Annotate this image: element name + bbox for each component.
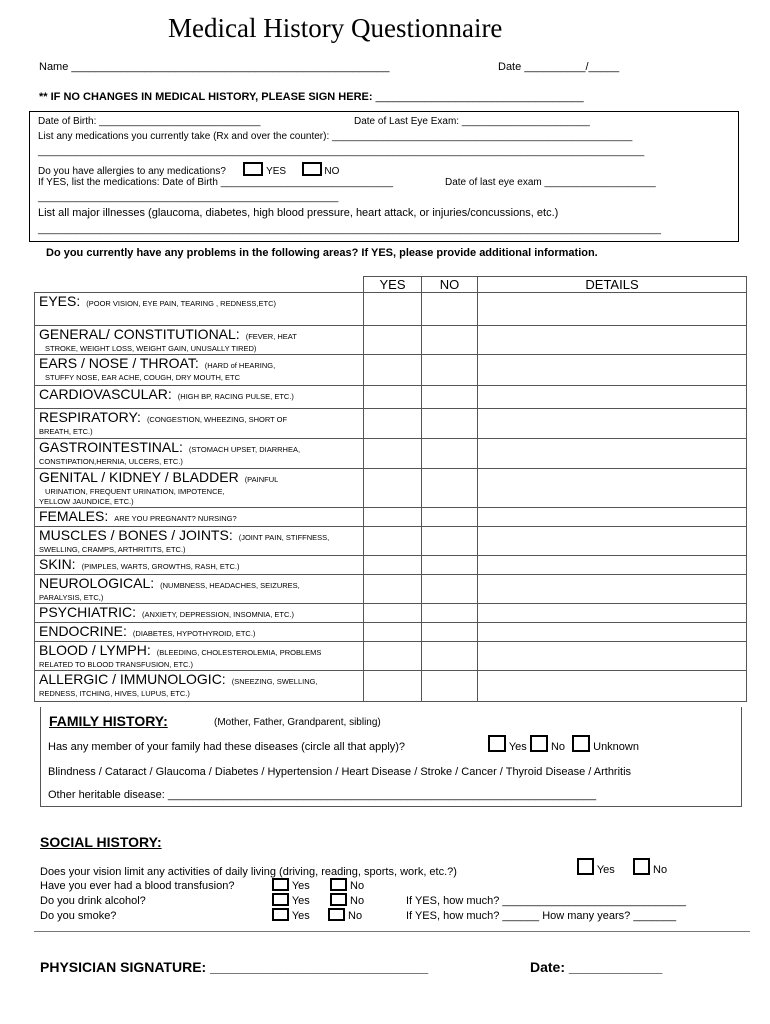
social-q4-options <box>272 908 362 922</box>
smoke-amount-field[interactable] <box>406 910 676 922</box>
category-examples-continued: PARALYSIS, ETC,) <box>39 593 104 602</box>
table-row <box>35 623 747 642</box>
last-eye-line: _______________________ <box>461 116 590 127</box>
alcohol-amount-label: If YES, how much? <box>406 895 500 907</box>
last-eye-exam-label: Date of last eye exam <box>445 177 542 188</box>
no-cell[interactable] <box>422 642 478 671</box>
social-q2-options <box>272 878 364 892</box>
page-title: Medical History Questionnaire <box>168 13 503 43</box>
yes-cell[interactable] <box>364 439 422 469</box>
last-eye-exam-field[interactable] <box>445 177 656 188</box>
table-header-row <box>35 277 747 293</box>
table-row <box>35 386 747 409</box>
yes-cell[interactable] <box>364 409 422 439</box>
medications-label: List any medications you currently take (Rx and over the counter): <box>38 131 330 142</box>
family-yes-checkbox[interactable] <box>488 735 506 752</box>
smoke-years-label: How many years? <box>542 910 631 922</box>
date-label: Date <box>498 61 522 73</box>
allergy-no-checkbox[interactable] <box>302 162 322 176</box>
dob-line: _____________________________ <box>99 116 261 127</box>
q2-no-checkbox[interactable] <box>330 878 347 891</box>
yes-cell[interactable] <box>364 386 422 409</box>
no-cell[interactable] <box>422 604 478 623</box>
medications-line: ______________________________________________________ <box>332 131 633 142</box>
category-examples: ARE YOU PREGNANT? NURSING? <box>114 514 237 523</box>
dob-field[interactable] <box>38 116 260 127</box>
family-options <box>488 735 639 753</box>
alcohol-amount-line: ______________________________ <box>502 895 686 907</box>
category-cell <box>35 355 364 386</box>
illness-line[interactable]: ________________________________________________________________________________________________________________ <box>38 224 661 235</box>
yes-cell[interactable] <box>364 604 422 623</box>
family-no-label: No <box>550 741 565 753</box>
q1-no-checkbox[interactable] <box>633 858 650 875</box>
blank-line[interactable]: ______________________________________________________ <box>38 192 339 203</box>
no-cell[interactable] <box>422 575 478 604</box>
ifyes-line: _______________________________ <box>220 177 394 188</box>
yes-header: YES <box>364 277 422 293</box>
physician-signature-field[interactable] <box>40 959 428 975</box>
social-q3-options <box>272 893 364 907</box>
signature-line: ____________________________ <box>210 959 429 975</box>
no-cell[interactable] <box>422 409 478 439</box>
category-cell <box>35 575 364 604</box>
q3-yes-label: Yes <box>291 895 310 907</box>
category-examples-continued: RELATED TO BLOOD TRANSFUSION, ETC.) <box>39 660 194 669</box>
category-cell <box>35 623 364 642</box>
family-history-subtitle: (Mother, Father, Grandparent, sibling) <box>214 717 381 728</box>
category-examples: (NUMBNESS, HEADACHES, SEIZURES, <box>160 581 300 590</box>
yes-cell[interactable] <box>364 642 422 671</box>
category-examples: (STOMACH UPSET, DIARRHEA, <box>188 445 301 454</box>
other-disease-field[interactable] <box>48 789 596 801</box>
table-row <box>35 575 747 604</box>
social-q1: Does your vision limit any activities of daily living (driving, reading, sports, work, etc.?) <box>40 866 457 878</box>
social-q3: Do you drink alcohol? <box>40 895 146 907</box>
q4-no-label: No <box>348 910 363 922</box>
category-cell <box>35 439 364 469</box>
no-cell[interactable] <box>422 508 478 527</box>
category-cell <box>35 527 364 556</box>
last-eye-exam-line: ____________________ <box>544 177 656 188</box>
table-row <box>35 469 747 508</box>
name-label: Name <box>39 61 69 73</box>
table-row <box>35 355 747 386</box>
table-row <box>35 409 747 439</box>
no-cell[interactable] <box>422 386 478 409</box>
no-changes-signature[interactable] <box>39 91 584 103</box>
last-eye-field[interactable] <box>354 116 590 127</box>
allergy-no-label: NO <box>324 166 340 177</box>
category-cell <box>35 386 364 409</box>
q2-no-label: No <box>350 880 365 892</box>
smoke-amount-label: If YES, how much? <box>406 910 500 922</box>
no-cell[interactable] <box>422 527 478 556</box>
q2-yes-checkbox[interactable] <box>272 878 289 891</box>
q4-yes-label: Yes <box>291 910 310 922</box>
category-cell <box>35 469 364 508</box>
table-row <box>35 293 747 326</box>
category-label: MUSCLES / BONES / JOINTS: <box>39 527 233 543</box>
dob-label: Date of Birth: <box>38 116 97 127</box>
q4-no-checkbox[interactable] <box>328 908 345 921</box>
social-divider <box>34 931 750 932</box>
details-cell[interactable] <box>478 439 747 469</box>
no-header: NO <box>422 277 478 293</box>
q3-no-label: No <box>350 895 365 907</box>
family-unknown-checkbox[interactable] <box>572 735 590 752</box>
details-cell[interactable] <box>478 604 747 623</box>
category-label: FEMALES: <box>39 508 109 524</box>
family-diseases[interactable]: Blindness / Cataract / Glaucoma / Diabetes / Hypertension / Heart Disease / Stroke / Cancer / Thyroid Disease / Arthritis <box>48 766 632 778</box>
category-label: GENERAL/ CONSTITUTIONAL: <box>39 326 240 342</box>
no-cell[interactable] <box>422 671 478 702</box>
name-field[interactable] <box>39 61 390 73</box>
table-row <box>35 326 747 355</box>
family-yes-label: Yes <box>508 741 527 753</box>
no-cell[interactable] <box>422 355 478 386</box>
details-header: DETAILS <box>478 277 747 293</box>
no-cell[interactable] <box>422 623 478 642</box>
category-examples: (PAINFUL <box>244 475 279 484</box>
details-cell[interactable] <box>478 527 747 556</box>
signature-date-line: ____________ <box>568 959 663 975</box>
category-examples-continued: YELLOW JAUNDICE, ETC.) <box>39 497 134 506</box>
category-label: PSYCHIATRIC: <box>39 604 136 620</box>
category-cell <box>35 556 364 575</box>
social-q2: Have you ever had a blood transfusion? <box>40 880 235 892</box>
details-cell[interactable] <box>478 409 747 439</box>
q1-yes-label: Yes <box>596 864 615 876</box>
no-changes-line: __________________________________ <box>375 91 584 103</box>
category-examples-continued: STUFFY NOSE, EAR ACHE, COUGH, DRY MOUTH, ETC <box>45 373 241 382</box>
no-cell[interactable] <box>422 439 478 469</box>
allergy-label: Do you have allergies to any medications? <box>38 166 226 177</box>
allergy-yes-checkbox[interactable] <box>243 162 263 176</box>
category-examples: (CONGESTION, WHEEZING, SHORT OF <box>146 415 288 424</box>
details-cell[interactable] <box>478 386 747 409</box>
medications-line-2[interactable]: _____________________________________________________________________________________________________________ <box>38 146 645 157</box>
category-examples: (DIABETES, HYPOTHYROID, ETC.) <box>132 629 256 638</box>
allergy-yes-label: YES <box>266 166 287 177</box>
category-examples: (PIMPLES, WARTS, GROWTHS, RASH, ETC.) <box>81 562 240 571</box>
category-examples-continued: STROKE, WEIGHT LOSS, WEIGHT GAIN, UNUSALLY TIRED) <box>45 344 257 353</box>
category-examples: (JOINT PAIN, STIFFNESS, <box>238 533 330 542</box>
category-examples: (FEVER, HEAT <box>245 332 297 341</box>
category-examples-continued: URINATION, FREQUENT URINATION, IMPOTENCE, <box>45 487 225 496</box>
category-cell <box>35 409 364 439</box>
details-cell[interactable] <box>478 355 747 386</box>
ifyes-label: If YES, list the medications: Date of Birth <box>38 177 218 188</box>
table-row <box>35 642 747 671</box>
no-cell[interactable] <box>422 293 478 326</box>
symptoms-table <box>34 276 747 702</box>
ifyes-dob-field[interactable] <box>38 177 393 188</box>
details-cell[interactable] <box>478 642 747 671</box>
details-cell[interactable] <box>478 575 747 604</box>
category-header <box>35 277 364 293</box>
yes-cell[interactable] <box>364 623 422 642</box>
category-label: ENDOCRINE: <box>39 623 127 639</box>
last-eye-label: Date of Last Eye Exam: <box>354 116 460 127</box>
q1-no-label: No <box>653 864 668 876</box>
category-label: NEUROLOGICAL: <box>39 575 155 591</box>
yes-cell[interactable] <box>364 575 422 604</box>
date-line: __________/_____ <box>524 61 620 73</box>
category-label: SKIN: <box>39 556 76 572</box>
category-label: BLOOD / LYMPH: <box>39 642 151 658</box>
category-cell <box>35 293 364 326</box>
social-q4: Do you smoke? <box>40 910 117 922</box>
table-row <box>35 439 747 469</box>
category-label: RESPIRATORY: <box>39 409 141 425</box>
other-disease-label: Other heritable disease: <box>48 789 165 801</box>
social-q1-options <box>577 858 667 876</box>
table-row <box>35 671 747 702</box>
category-cell <box>35 508 364 527</box>
yes-cell[interactable] <box>364 508 422 527</box>
social-history-title: SOCIAL HISTORY: <box>40 834 162 850</box>
category-examples: (HIGH BP, RACING PULSE, ETC.) <box>177 392 294 401</box>
q1-yes-checkbox[interactable] <box>577 858 594 875</box>
category-cell <box>35 642 364 671</box>
table-row <box>35 556 747 575</box>
yes-cell[interactable] <box>364 326 422 355</box>
yes-cell[interactable] <box>364 355 422 386</box>
no-changes-text: ** IF NO CHANGES IN MEDICAL HISTORY, PLEASE SIGN HERE: <box>39 91 373 103</box>
category-examples: (SNEEZING, SWELLING, <box>231 677 318 686</box>
category-examples-continued: REDNESS, ITCHING, HIVES, LUPUS, ETC.) <box>39 689 190 698</box>
yes-cell[interactable] <box>364 671 422 702</box>
details-cell[interactable] <box>478 469 747 508</box>
date-field[interactable] <box>498 61 619 73</box>
signature-date-field[interactable] <box>530 959 662 975</box>
category-label: EARS / NOSE / THROAT: <box>39 355 199 371</box>
q3-no-checkbox[interactable] <box>330 893 347 906</box>
details-cell[interactable] <box>478 556 747 575</box>
yes-cell[interactable] <box>364 293 422 326</box>
yes-cell[interactable] <box>364 527 422 556</box>
category-examples: (HARD of HEARING, <box>204 361 276 370</box>
category-examples-continued: SWELLING, CRAMPS, ARTHRITITS, ETC.) <box>39 545 186 554</box>
table-row <box>35 604 747 623</box>
category-label: GASTROINTESTINAL: <box>39 439 183 455</box>
q3-yes-checkbox[interactable] <box>272 893 289 906</box>
table-row <box>35 527 747 556</box>
family-unknown-label: Unknown <box>593 741 639 753</box>
category-label: CARDIOVASCULAR: <box>39 386 172 402</box>
family-history-title: FAMILY HISTORY: <box>49 713 168 729</box>
category-examples: (ANXIETY, DEPRESSION, INSOMNIA, ETC.) <box>141 610 294 619</box>
yes-cell[interactable] <box>364 469 422 508</box>
category-examples-continued: BREATH, ETC.) <box>39 427 93 436</box>
no-cell[interactable] <box>422 326 478 355</box>
other-disease-line: ______________________________________________________________________ <box>167 789 597 801</box>
details-cell[interactable] <box>478 508 747 527</box>
no-cell[interactable] <box>422 556 478 575</box>
category-cell <box>35 326 364 355</box>
family-no-checkbox[interactable] <box>530 735 548 752</box>
problems-question: Do you currently have any problems in the following areas? If YES, please provide additional information. <box>46 247 598 259</box>
category-label: GENITAL / KIDNEY / BLADDER <box>39 469 239 485</box>
details-cell[interactable] <box>478 293 747 326</box>
signature-label: PHYSICIAN SIGNATURE: <box>40 959 207 975</box>
alcohol-amount-field[interactable] <box>406 895 686 907</box>
category-label: ALLERGIC / IMMUNOLOGIC: <box>39 671 226 687</box>
signature-date-label: Date: <box>530 959 566 975</box>
details-cell[interactable] <box>478 623 747 642</box>
no-cell[interactable] <box>422 469 478 508</box>
table-row <box>35 508 747 527</box>
category-cell <box>35 604 364 623</box>
q2-yes-label: Yes <box>291 880 310 892</box>
details-cell[interactable] <box>478 671 747 702</box>
smoke-amount-line: ______ <box>502 910 540 922</box>
family-question: Has any member of your family had these diseases (circle all that apply)? <box>48 741 406 753</box>
category-examples: (BLEEDING, CHOLESTEROLEMIA, PROBLEMS <box>156 648 322 657</box>
yes-cell[interactable] <box>364 556 422 575</box>
smoke-years-line: _______ <box>633 910 677 922</box>
details-cell[interactable] <box>478 326 747 355</box>
allergy-question <box>38 162 339 177</box>
q4-yes-checkbox[interactable] <box>272 908 289 921</box>
category-examples-continued: CONSTIPATION,HERNIA, ULCERS, ETC.) <box>39 457 183 466</box>
name-line: ____________________________________________________ <box>71 61 390 73</box>
category-label: EYES: <box>39 293 81 309</box>
category-cell <box>35 671 364 702</box>
medications-field[interactable] <box>38 131 632 142</box>
illness-label: List all major illnesses (glaucoma, diabetes, high blood pressure, heart attack, or injuries/concussions, etc.) <box>38 207 559 219</box>
category-examples: (POOR VISION, EYE PAIN, TEARING , REDNESS,ETC) <box>86 299 277 308</box>
